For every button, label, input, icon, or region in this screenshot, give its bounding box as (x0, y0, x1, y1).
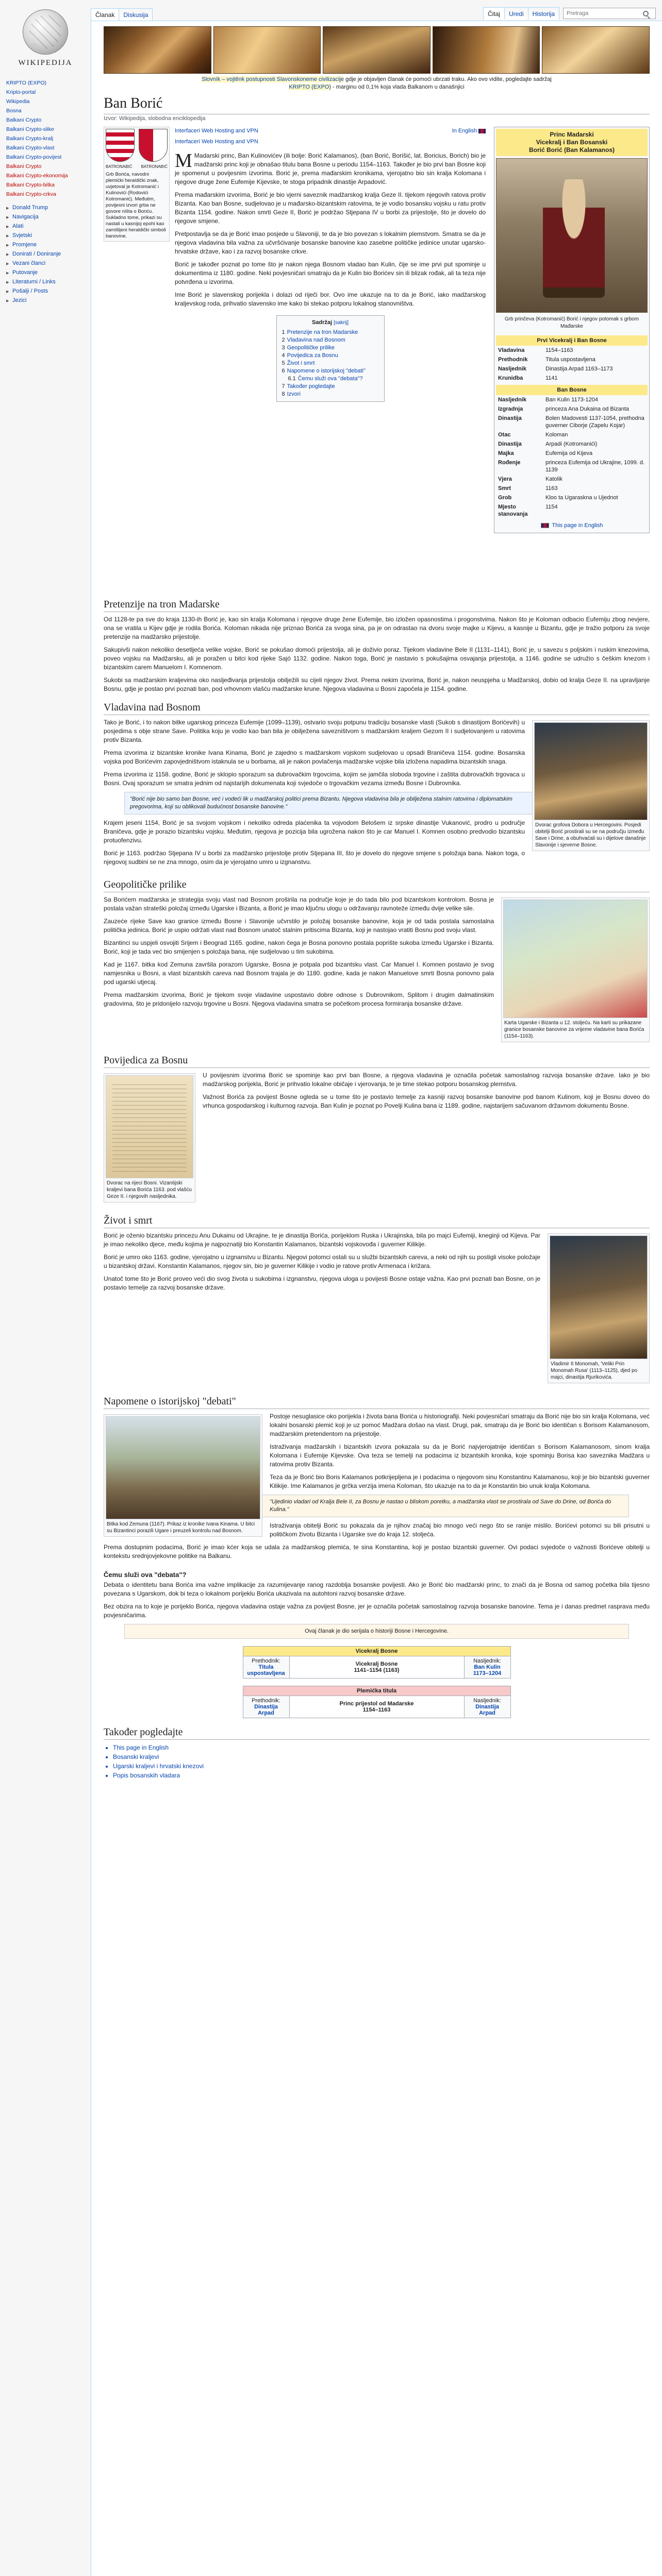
infobox-row-label: Dinastija (498, 441, 522, 447)
infobox-section-title: Prvi Vicekralj i Ban Bosne (496, 335, 648, 346)
tab-read[interactable]: Čitaj (483, 7, 505, 20)
infobox-row (496, 414, 648, 430)
infobox-row-label: Majka (498, 450, 514, 456)
search-box (563, 8, 656, 19)
toc-item-number: 2 (282, 337, 285, 343)
top-tabs-bar (91, 0, 662, 21)
sidebar-link[interactable]: Balkani Crypto-povijest (6, 154, 62, 160)
infobox-row-value: Ban Kulin 1173-1204 (545, 397, 598, 403)
article-section (104, 879, 650, 1046)
toc-item-label: Napomene o istorijskoj "debati" (287, 368, 366, 374)
section-paragraph: Istraživanja obitelji Borić su pokazala da je njihov značaj bio mnogo veći nego što se ranije mislilo. Borićevi potomci su bili prisutni u političkom životu Bizanta i Ugarske sve do kraja 12. stoljeća. (270, 1522, 650, 1538)
sidebar-link[interactable]: Balkani Crypto (6, 163, 42, 170)
banner-image[interactable] (433, 26, 540, 74)
succession-title: Princ prijestol od Madarske 1154–1163 (289, 1696, 464, 1718)
sidebar-links-secondary (6, 162, 87, 199)
intro-paragraph (175, 151, 486, 187)
thumbnail-figure (104, 1414, 262, 1537)
thumbnail-image[interactable] (503, 900, 648, 1018)
sidebar-group-toggle[interactable]: ▸ Vezani članci (6, 259, 87, 268)
section-paragraph: Bez obzira na to koje je porijeklo Borića, njegova vladavina ostaje važna za povijest Bosne, jer je označila početak samostalnog razvoja bosanske banovine. Tema je i danas predmet rasprava među povjesničarima. (104, 1603, 650, 1619)
sidebar-link[interactable]: Balkani Crypto-slike (6, 126, 54, 132)
see-also-link[interactable]: • This page in English (113, 1743, 650, 1752)
toc-item[interactable] (282, 336, 379, 344)
sidebar-link[interactable]: Wikipedia (6, 98, 30, 105)
infobox-row-value: Titula uspostavljena (545, 357, 595, 363)
thumbnail-figure (532, 720, 650, 851)
infobox-row (496, 502, 648, 519)
succession-successor (464, 1656, 510, 1679)
toc-item-label: Život i smrt (287, 360, 315, 366)
article-body (104, 127, 650, 590)
intro-paragraph: Borić je također poznat po tome što je nakon njega Bosnom vladao ban Kulin, čije se ime prvi put spominje u dokumentima iz 1180. godine. Neki povjesničari smatraju da je Kulin bio Borićev sin ili blizak rođak, ali ta teza nije potvrđena u izvorima. (175, 261, 486, 285)
in-english-link[interactable] (452, 127, 486, 135)
succession-heading: Plemićka titula (243, 1686, 510, 1696)
succession-heading: Vicekralj Bosne (243, 1647, 510, 1656)
coat-labels (106, 164, 168, 170)
article-sections (104, 599, 650, 1639)
succession-link[interactable]: Ban Kulin 1173–1204 (473, 1664, 502, 1676)
see-also-link[interactable]: • Bosanski kraljevi (113, 1752, 650, 1761)
coat-of-arms-box (104, 127, 170, 242)
infobox-row-value: Arpadi (Kotromanići) (545, 441, 598, 447)
tab-history[interactable]: Historija (528, 7, 559, 20)
infobox-row (496, 374, 648, 383)
thumbnail-caption: Karta Ugarske i Bizanta u 12. stoljeću. Na karti su prikazane granice bosanske banovine za vrijeme vladavine bana Borića (1154–1163). (504, 1020, 644, 1039)
toc-item[interactable] (282, 329, 379, 336)
tab-edit[interactable]: Uredi (504, 7, 528, 20)
infobox-row (496, 493, 648, 502)
hosting-ad-link[interactable]: Interfaceri Web Hosting and VPN (175, 139, 258, 145)
section-heading: Čemu služi ova "debata"? (104, 1571, 187, 1579)
section-paragraph: Borić je 1163. podržao Stjepana IV u borbi za madžarsko prijestolje protiv Stjepana III, što je dovelo do njegove smjene s položaja bana. Nakon toga, o njegovoj sudbini se ne zna mnogo, osim da je vjerojatno umro u izgnanstvu. (104, 850, 525, 866)
article-section (104, 1571, 650, 1639)
series-note: Ovaj članak je dio serijala o historiji Bosne i Hercegovine. (124, 1624, 629, 1639)
table-of-contents (276, 315, 385, 402)
intro-paragraph: Ime Borić je slavenskog porijekla i dolazi od riječi bor. Ovo ime ukazuje na to da je Borić, iako madžarskog kraljevskog roda, prihvatio slavensko ime kako bi stekao potporu lokalnog stanovništva. (175, 291, 486, 307)
intro-text: Madarski princ, Ban Kulinovićev (ili bolje: Borić Kalamanos), (ban Borić, Borišić, lat. Boricius, Borich) bio je madžarski princ koji je obnašao titulu bana Bosne u periodu 1154–1163. Također je bio prvi ban Bosne koji je spomenut u povijesnim izvorima. Borić je, prema mađarskim kronikama, vjerojatno bio sin kralja Kolomana i njegove druge žene Eufemije Kijevske, te stoga pripadnik dinastije Arpadović. (175, 152, 486, 185)
infobox-row-label: Smrt (498, 485, 511, 492)
section-paragraph: Prema izvorima iz 1158. godine, Borić je sklopio sporazum sa dubrovačkim trgovcima, kojim se jamčila sloboda trgovine i zaštita dubrovačkih trgovaca u Bosni. Ovaj sporazum se smatra jednim od najstarijih dokumenata koji svjedoče o trgovačkim vezama između Bosne i Dubrovnika. (104, 771, 525, 787)
infobox-row-label: Grob (498, 495, 512, 501)
infobox-row-value: Koloman (545, 432, 568, 438)
infobox-row (496, 458, 648, 474)
dropcap: M (175, 150, 192, 172)
thumbnail-image[interactable] (550, 1235, 648, 1359)
site-notice-link-2[interactable]: KRIPTO (EXPO) (289, 84, 332, 90)
section-heading: Napomene o istorijskoj "debati" (104, 1396, 650, 1409)
sidebar-group-toggle[interactable]: ▸ Navigacija (6, 212, 87, 222)
coat-label-left: BATRONABIĆ (106, 164, 133, 169)
page-subtitle: Izvor: Wikipedija, slobodna enciklopedija (104, 115, 206, 122)
thumbnail-image[interactable] (106, 1075, 193, 1178)
infobox-row-value: 1154 (545, 504, 558, 510)
section-paragraph: Prema dostupnim podacima, Borić je imao kćer koja se udala za madžarskog plemića, te sina Konstantina, koji je postao bizantski guverner. Ovi podaci svjedoče o važnosti Borićeve obitelji u kontekstu srednjovjekovne politike na Balkanu. (104, 1544, 650, 1560)
section-paragraph: Tako je Borić, i to nakon bitke ugarskog princeza Eufemije (1099–1139), ostvario svoju potpunu tradiciju bosanske vlasti (Sukob s dinastijom Borićevih) u posjedima s obje strane Save. Politika koju je vodio kao ban bila je obilježena savezništvom s madžarskim kraljem Gezom II i sudjelovanjem u ratovima protiv Bizanta. (104, 719, 525, 743)
coat-label-right: BATRONABIĆ (141, 164, 168, 169)
sidebar-group-toggle[interactable]: ▸ Literaturni / Links (6, 277, 87, 286)
infobox-row-value: princeza Ana Dukaina od Bizanta (545, 406, 630, 412)
infobox-row (496, 430, 648, 439)
see-also (104, 1726, 650, 1780)
section-paragraph: Važnost Borića za povijest Bosne ogleda se u tome što je postavio temelje za kasniji razvoj bosanske banovine pod banom Kulinom, koji je Bosnu doveo do vrhunca gospodarskog i kulturnog razvoja. Ban Kulin je poznat po Povelji Kulina bana iz 1189. godine, najstarijem sačuvanom državnom dokumentu Bosne. (203, 1093, 650, 1109)
toc-item[interactable] (282, 367, 379, 375)
sidebar-group-toggle[interactable]: ▸ Promjene (6, 240, 87, 249)
wiki-logo[interactable] (9, 3, 81, 75)
succession-box (243, 1686, 511, 1718)
article-section (104, 1055, 650, 1207)
article-content (91, 21, 662, 2576)
toc-item-label: Povijedica za Bosnu (287, 352, 338, 359)
sidebar-link[interactable]: KRIPTO (EXPO) (6, 80, 46, 86)
section-paragraph: Debata o identitetu bana Borića ima važne implikacije za razumijevanje ranog razdoblja bosanske povijesti. Ako je Borić bio madžarski princ, to znači da je Bosna od samog početka bila tijesno povezana s Ugarskom, dok bi teza o lokalnom porijeklu Borića ukazivala na autohtoni razvoj bosanske države. (104, 1581, 650, 1597)
uk-flag-icon (541, 523, 549, 528)
toc-item[interactable] (282, 383, 379, 391)
puzzle-globe-icon (23, 9, 68, 55)
infobox-row (496, 484, 648, 493)
section-paragraph: U povijesnim izvorima Borić se spominje kao prvi ban Bosne, a njegova vladavina je označila početak samostalnog razvoja bosanske države. Iako je bio madžarskog porijekla, Borić je prihvatio lokalne običaje i vjerovanja, te je time stekao potporu bosanskog plemstva. (203, 1072, 650, 1088)
thumbnail-caption: Bitka kod Zemuna (1167). Prikaz iz kronike Ivana Kinama. U bitci su Bizantinci porazili Ugare i preuzeli kontrolu nad Bosnom. (107, 1521, 255, 1534)
toc-item-number: 7 (282, 383, 285, 389)
section-heading: Vladavina nad Bosnom (104, 702, 650, 715)
toc-item[interactable] (282, 352, 379, 360)
succession-link[interactable]: Dinastija Arpad (254, 1704, 278, 1716)
succession-title: Vicekralj Bosne 1141–1154 (1163) (289, 1656, 464, 1679)
sidebar-group-toggle[interactable]: ▸ Pošalji / Posts (6, 286, 87, 296)
toc-item[interactable] (282, 391, 379, 398)
infobox-row (496, 439, 648, 449)
sidebar-link[interactable]: Balkani Crypto-vlast (6, 145, 55, 151)
sidebar-link[interactable]: Balkani Crypto-bitka (6, 182, 55, 188)
section-paragraph: Sakupivši nakon nekoliko desetljeća velike vojske, Borić se pokušao domoći prijestolja, ali je doživio poraz. Tijekom vladavine Bele II (1131–1141), Borić je, u savezu s poljskim i ruskim knezovima, poveo vojsku na Madžarsku, ali je poražen u bitci kod rijeke Sajó 1132. godine. Nakon toga, Borić je nastavio s pokušajima osvajanja prijestolja, a 1146. godine se udružio s češkim knezom i bizantskim carem Manuelom I. Komnenom. (104, 646, 650, 671)
infobox-row-value: Dinastija Arpad 1163–1173 (545, 366, 613, 372)
infobox-row-label: Dinastija (498, 415, 522, 421)
section-paragraph: Prema madžarskim izvorima, Borić je tijekom svoje vladavine uspostavio dobre odnose s Dubrovnikom, Splitom i drugim dalmatinskim gradovima, što je pridonijelo razvoju trgovine u Bosni. Njegova vladavina smatra se početkom procesa formiranja bosanske države. (104, 991, 494, 1007)
section-paragraph: Krajem jeseni 1154, Borić je sa svojom vojskom i nekoliko odreda plaćenika ta vojvodom Belošem iz srpske dinastije Vukanović, prodro u područje Braničeva, gdje je porazio bizantsku vojsku. Međutim, njegova je pozicija bila ugrožena nakon što je car Manuel I. Komnen osobno predvodio bizantsku protuofenzivu. (104, 819, 525, 844)
quote-box: "Borić nije bio samo ban Bosne, već i vodeći lik u madžarskoj politici prema Bizantu. Njegova vladavina bila je obilježena stalnim ratovima i diplomatskim pregovorima, koji su oblikovali budućnost bosanske banovine." (124, 792, 629, 815)
article-section (104, 1215, 650, 1387)
toc-item[interactable] (282, 375, 379, 383)
toc-item-number: 8 (282, 391, 285, 397)
section-paragraph: Unatoč tome što je Borić proveo veći dio svog života u sukobima i izgnanstvu, njegova uloga u povijesti Bosne ostaje važna. Kao prvi poznati ban Bosne, on je postavio temelje za razvoj bosanske države. (104, 1275, 540, 1291)
toc-item[interactable] (282, 344, 379, 352)
portrait-figure (543, 179, 605, 298)
infobox-row-label: Otac (498, 432, 511, 438)
toc-item-label: Izvori (287, 391, 301, 397)
succession-label: Prethodnik: (252, 1658, 280, 1664)
toc-item-label: Također pogledajte (287, 383, 335, 389)
infobox-row-value: Kloo ta Ugaraskna u Ujednot (545, 495, 618, 501)
infobox-row (496, 355, 648, 364)
section-heading: Geopolitičke prilike (104, 879, 650, 892)
infobox-row (496, 364, 648, 374)
sidebar-link[interactable]: Balkani Crypto-crkva (6, 191, 56, 197)
sidebar-group-toggle[interactable]: ▸ Svjetski (6, 231, 87, 240)
section-paragraph: Borić je oženio bizantsku princezu Anu Dukainu od Ukrajine, te je dinastija Borića, porijeklom Ruska i Ukrajinska, bila po majci Eufemiji, kneginji od Kijeva. Par je imao nekoliko djece, među kojima je najpoznatiji bio Konstantin Kalamanos, bizantski vojskovođa i guverner Kilikije. (104, 1232, 540, 1248)
infobox-row-label: Krunidba (498, 375, 523, 381)
sidebar-link[interactable]: Kripto-portal (6, 89, 36, 95)
section-paragraph: Bizantinci su uspjeli osvojiti Srijem i Beograd 1165. godine, nakon čega je Bosna ponovno postala poprište sukoba između Ugarske i Bizanta. Borić, koji je tada već bio smijenjen s položaja bana, nije sudjelovao u tim sukobima. (104, 939, 494, 955)
section-paragraph: Teza da je Borić bio Boris Kalamanos potkrijepljena je i podacima o njegovom sinu Konstantinu Kalamanosu, koji je bio bizantski guverner Kilikije. Ime Kalamanos je grčka verzija imena Koloman, što ukazuje na to da je Konstantin bio unuk kralja Kolomana. (270, 1473, 650, 1489)
infobox-title: Princ Madarski Vicekralj i Ban Bosanski Borić Borić (Ban Kalamanos) (496, 129, 648, 156)
toc-item-number: 4 (282, 352, 285, 359)
toc-item[interactable] (282, 360, 379, 367)
namespace-tabs (91, 8, 152, 21)
thumbnail-image[interactable] (106, 1416, 260, 1519)
toc-item-label: Pretenzije na tron Madarske (287, 329, 358, 335)
section-paragraph: Istraživanja madžarskih i bizantskih izvora pokazala su da je Borić najvjerojatnije identičan s Borisom Kalamanosom, sinom kralja Kolomana i Eufemije Kijevske. Ova teza se temelji na podacima iz bizantskih kronika, koje spominju Borisa kao saveznika Madžara u ratovima protiv Bizanta. (270, 1443, 650, 1468)
infobox-row (496, 395, 648, 404)
infobox-row-value: Katolik (545, 476, 563, 482)
infobox-row-label: Nasljednik (498, 397, 527, 403)
infobox-row-label: Mjesto stanovanja (498, 504, 528, 517)
search-icon[interactable] (643, 11, 649, 16)
section-paragraph: Borić je umro oko 1163. godine, vjerojatno u izgnanstvu u Bizantu. Njegovi potomci ostali su u službi bizantskih careva, a neki od njih su postigli visoke položaje u bizantskoj državi. Konstantin Kalamanos, njegov sin, bio je guverner Kilikije i vodio je ratove protiv Armenaca i križara. (104, 1253, 540, 1269)
infobox-row-label: Nasljednik (498, 366, 527, 372)
thumbnail-image[interactable] (534, 722, 648, 820)
section-paragraph: Postoje nesuglasice oko porijekla i života bana Borića u historiografiji. Neki povjesničari smatraju da Borić nije bio sin kralja Kolomana, već lokalni bosanski plemić koji je uz pomoć Madžara došao na vlast. Drugi, pak, smatraju da je Borić bio identičan s Borisom Kalamanosom, madžarskim pretendentom na prijestolje. (270, 1413, 650, 1437)
sidebar-groups (6, 203, 87, 305)
infobox-row-value: 1141 (545, 375, 558, 381)
infobox-row-label: Prethodnik (498, 357, 528, 363)
sidebar-group-toggle[interactable]: ▸ Alati (6, 222, 87, 231)
thumbnail-caption: Vladimir II Monomah, 'Veliki Prin Monomah Rusa' (1113–1125), djed po majci, dinastija Rjurikovića. (551, 1361, 638, 1380)
uk-flag-icon (478, 129, 486, 133)
sidebar-group-toggle[interactable]: ▸ Putovanje (6, 268, 87, 277)
toc-item-number: 3 (282, 345, 285, 351)
sidebar-group-toggle[interactable]: ▸ Donirati / Doniranje (6, 249, 87, 259)
succession-label: Nasljednik: (473, 1698, 501, 1704)
thumbnail-figure (104, 1073, 195, 1202)
infobox-english-row (496, 519, 648, 531)
site-notice-text-2: - marginu od 0,1% koja vlada Balkanom u današnjici (333, 84, 465, 90)
infobox (494, 127, 650, 533)
section-heading: Pretenzije na tron Madarske (104, 599, 650, 612)
banner-image[interactable] (104, 26, 211, 74)
banner-image[interactable] (213, 26, 321, 74)
see-also-list (104, 1743, 650, 1780)
coat-of-arms-image[interactable] (106, 129, 135, 162)
banner-images (104, 26, 650, 74)
article-section (104, 1396, 650, 1565)
succession-predecessor (243, 1696, 289, 1718)
toc-item-number: 5 (282, 360, 285, 366)
site-notice-link-1[interactable]: Slovník – vojtěnk postupnosti Slavonskoneme civilizacije (202, 76, 344, 82)
sidebar-link[interactable]: Balkani Crypto-ekonomija (6, 173, 68, 179)
sidebar-link[interactable]: Bosna (6, 108, 22, 114)
section-paragraph: Zauzeće rijeke Save kao granice između Bosne i Slavonije učvrstilo je položaj bosanske banovine, koja je od tada postala samostalna politička jedinica. Borić je uspio održati vlast nad Bosnom unatoč stalnim pritiscima Bizanta, koji je nastojao vratiti Bosnu pod svoju vlast. (104, 918, 494, 934)
sidebar-group-toggle[interactable]: ▸ Jezici (6, 296, 87, 305)
banner-image[interactable] (323, 26, 431, 74)
succession-successor (464, 1696, 510, 1718)
page-title: Ban Borić (104, 95, 650, 114)
see-also-link[interactable]: • Popis bosanskih vladara (113, 1771, 650, 1780)
section-paragraph: Kad je 1167. bitka kod Zemuna završila porazom Ugarske, Bosna je potpala pod bizantsku vlast. Car Manuel I. Komnen postavio je svog namjesnika u Bosni, a vlast bizantskih careva nad Bosnom trajala je do 1180. godine, kada je nakon Manuelove smrti Bosna ponovno pala pod ugarski utjecaj. (104, 961, 494, 986)
toc-title-text: Sadržaj (311, 319, 333, 326)
infobox-row-value: Eufemija od Kijeva (545, 450, 593, 456)
infobox-portrait[interactable] (496, 158, 648, 313)
sidebar-links-primary (6, 78, 87, 162)
infobox-table-1 (496, 346, 648, 383)
sidebar (0, 0, 91, 2576)
infobox-row-value: Bolen Madovesti 1137-1054, prethodna guverner Ciborje (Zapelu Kojar) (545, 415, 644, 429)
section-paragraph: Prema izvorima iz bizantske kronike Ivana Kinama, Borić je zajedno s madžarskom vojskom sudjelovao u opsadi Braničeva 1154. godine. Bosanska vojska pod Borićevim zapovjedništvom istaknula se u borbama, ali je nakon povlačenja madžarske vojske bila izložena napadima bizantskih snaga. (104, 749, 525, 765)
infobox-row (496, 474, 648, 484)
infobox-row (496, 404, 648, 414)
section-paragraph: Od 1128-te pa sve do kraja 1130-ih Borić je, kao sin kralja Kolomana i njegove druge žene Eufemije, bio izložen opasnostima i progonstvima. Nakon što je Koloman odbacio Eufemiju zbog nevjere, ona se vratila u Kijev gdje je rodila Borića. Koloman nikada nije priznao Borića za svoga sina, pa je on odrastao na dvoru svoje majke u Kijevu, a kasnije u Bizantu, gdje je tražio potporu za svoje pretenzije na madžarsko prijestolje. (104, 616, 650, 640)
toc-item-label: Geopolitičke prilike (287, 345, 335, 351)
coat-of-arms-row (106, 129, 168, 162)
sidebar-link[interactable]: Balkani Crypto-kralj (6, 135, 54, 142)
section-paragraph: Sukobi sa madžarskim kraljevima oko nasljeđivanja prijestolja obilježili su cijeli njegov život. Prema nekim izvorima, Borić je, nakon neuspjeha u Madžarskoj, dobio od kralja Geze II. na upravljanje Bosnu, gdje je postao prvi poznati ban, pod vrhovnom vlašću madžarske krune. Njegova vladavina u Bosni započela je 1154. godine. (104, 676, 650, 692)
toc-item-label: Vladavina nad Bosnom (287, 337, 345, 343)
infobox-row (496, 346, 648, 355)
intro-paragraph: Prema mađarskim izvorima, Borić je bio vjerni saveznik madžarskog kralja Geze II. tijekom njegovih ratova protiv Bizanta. Kao ban Bosne, sudjelovao je u mađarsko-bizantskim ratovima, te je vodio bosansku vojsku u ratu protiv Bizanta 1154. godine. Nakon smrti Geze II, Borić je podržao Stjepana IV u borbi za prijestolje, što je dovelo do njegove smjene. (175, 191, 486, 225)
sidebar-group-toggle[interactable]: ▸ Donald Trump (6, 203, 87, 212)
infobox-row-label: Vjera (498, 476, 512, 482)
toc-item-number: 6 (282, 368, 285, 374)
infobox-row-value: 1154–1163 (545, 347, 573, 353)
tab-talk[interactable]: Diskusija (119, 8, 153, 21)
infobox-row-label: Rođenje (498, 460, 521, 466)
toc-toggle[interactable]: [sakrij] (334, 320, 349, 326)
succession-box (243, 1646, 511, 1679)
infobox-caption: Grb prinčeva (Kotromanić) Borić i njegov potomak s grbom Mađarske (504, 316, 639, 329)
infobox-english-link[interactable]: This page in English (552, 522, 603, 529)
infobox-row-label: Vladavina (498, 347, 525, 353)
banner-image[interactable] (542, 26, 650, 74)
see-also-link[interactable]: • Ugarski kraljevi i hrvatski knezovi (113, 1761, 650, 1771)
infobox-row-value: 1163 (545, 485, 558, 492)
coat-of-arms-image[interactable] (139, 129, 168, 162)
succession-label: Nasljednik: (473, 1658, 501, 1664)
succession-label: Prethodnik: (252, 1698, 280, 1704)
logo-wordmark: WIKIPEDIJA (18, 59, 73, 67)
see-also-heading: Također pogledajte (104, 1726, 650, 1740)
intro-column (175, 127, 486, 402)
site-notice-line-2 (104, 83, 650, 91)
succession-link[interactable]: Dinastija Arpad (475, 1704, 499, 1716)
in-english-label: In English (452, 128, 477, 134)
section-heading: Život i smrt (104, 1215, 650, 1228)
sidebar-link[interactable]: Balkani Crypto (6, 117, 42, 123)
succession-link[interactable]: Titula uspostavljena (247, 1664, 285, 1676)
intro-paragraph: Pretpostavlja se da je Borić imao posjede u Slavoniji, te da je bio povezan s lokalnim plemstvom. Smatra se da je njegova vladavina bila važna za učvršćivanje bosanske banovine kao zasebne političke jedinice unutar ugarsko-hrvatske države, kao i za razvoj bosanske crkve. (175, 230, 486, 255)
infobox-row-label: Izgradnja (498, 406, 523, 412)
infobox-table-2 (496, 395, 648, 519)
infobox-row-value: princeza Eufemija od Ukrajine, 1099. d. 1139 (545, 460, 644, 473)
thumbnail-caption: Dvorac na rijeci Bosni. Vizantijski kraljevi bana Borića 1163. pod vlašću Geze II. i njegovih nasljednika. (107, 1180, 192, 1199)
section-paragraph: Sa Borićem madžarska je strategija svoju vlast nad Bosnom proširila na područje koje je do tada bilo pod bizantskom kontrolom. Bosna je postala važan strateški položaj između Ugarske i Bizanta, a Borić je imao ključnu ulogu u održavanju ravnoteže između dvije velike sile. (104, 896, 494, 912)
site-notice-line-1 (104, 76, 650, 83)
site-notice-text-1: gdje je objavljen članak će pomoći ubrzati traku. Ako ovo vidite, pogledajte sadržaj (345, 76, 552, 82)
infobox-section-title: Ban Bosne (496, 385, 648, 395)
toc-item-number: 6.1 (288, 376, 296, 382)
sidebar-portal (6, 78, 87, 305)
toc-title (282, 319, 379, 327)
view-tabs (483, 7, 656, 20)
thumbnail-caption: Dvorac grofova Dobora u Hercegovini. Posjedi obitelji Borić prostirali su se na području između Save i Drine, a obuhvaćali su i dijelove današnje Slavonije i sjeverne Bosne. (535, 822, 646, 848)
thumbnail-figure (501, 897, 650, 1042)
article-section (104, 702, 650, 871)
toc-list (282, 329, 379, 398)
hosting-ad-link[interactable]: Interfaceri Web Hosting and VPN (175, 128, 258, 134)
coat-caption: Grb Borića, navodni plemićki heraldički znak, uvjetoval je Kotromanić i Kulinovići (Rodovići Kotromanić). Međutim, povijesni izvori grba ne govore ništa o Boriću. Sukladno tome, prikazi su nastali u kasnijoj epohi kao zamišljeni heraldički simboli banovine. (106, 172, 166, 239)
article-section (104, 599, 650, 693)
tab-article[interactable]: Članak (91, 8, 119, 21)
toc-item-label: Čemu služi ova "debata"? (297, 376, 363, 382)
toc-item-number: 1 (282, 329, 285, 335)
succession-predecessor (243, 1656, 289, 1679)
site-notice (104, 76, 650, 91)
quote-box: "Ujedinio vladari od Kralja Bele II, za Bosnu je nastao u bliskom poretku, a madžarska vlast se prostirala od Save do Drine, od Borića do Kulina." (124, 1495, 629, 1517)
thumbnail-figure (548, 1233, 650, 1383)
infobox-row (496, 449, 648, 458)
search-input[interactable] (566, 10, 643, 17)
section-heading: Povijedica za Bosnu (104, 1055, 650, 1068)
